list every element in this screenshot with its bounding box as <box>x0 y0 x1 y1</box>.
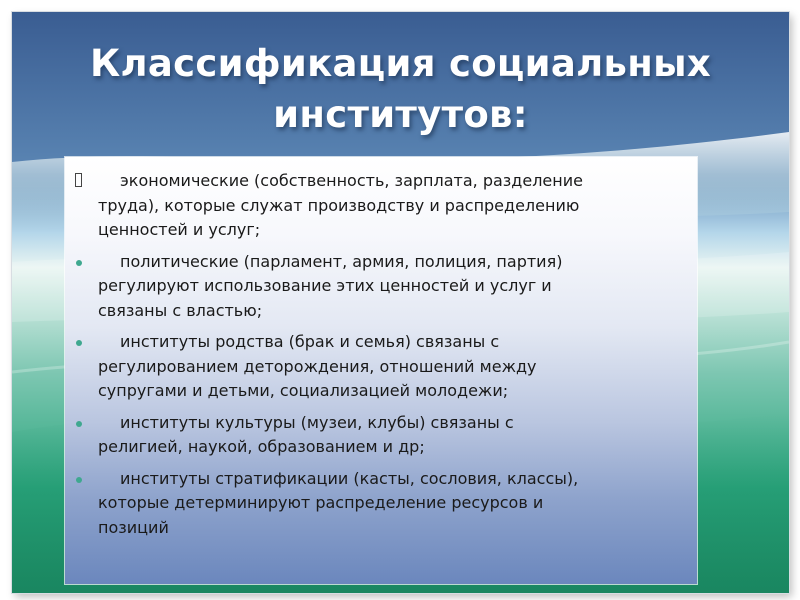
item-2-line-2: регулируют использование этих ценностей и услуг и <box>98 276 552 295</box>
list-item-political <box>98 250 679 324</box>
item-1-line-1: экономические (собственность, зарплата, разделение <box>120 171 583 190</box>
item-4-line-2: религией, наукой, образованием и др; <box>98 437 425 456</box>
list-item-culture <box>98 411 679 460</box>
item-2-line-1: политические (парламент, армия, полиция, партия) <box>120 251 563 271</box>
item-3-line-1: институты родства (брак и семья) связаны с <box>120 332 500 351</box>
list-item-kinship <box>98 330 679 404</box>
item-3-line-3: супругами и детьми, социализацией молодежи; <box>98 381 509 400</box>
item-4-line-1: институты культуры (музеи, клубы) связаны с <box>120 412 514 432</box>
bullet-icon <box>75 330 89 354</box>
item-1-line-2: труда), которые служат производству и распределению <box>98 195 580 215</box>
bullet-icon <box>75 250 89 274</box>
list-item-stratification <box>98 467 679 541</box>
item-1-line-3: ценностей и услуг; <box>98 220 261 239</box>
item-5-line-2: которые детерминируют распределение ресурсов и <box>98 493 544 512</box>
slide <box>12 12 789 593</box>
box-bullet-icon <box>75 169 89 193</box>
slide-title <box>12 38 789 140</box>
slide-title-line-1: Классификация социальных <box>89 42 712 85</box>
institution-list <box>65 157 697 540</box>
item-5-line-3: позиций <box>98 517 169 537</box>
slide-title-line-2: институтов: <box>273 93 528 136</box>
item-3-line-2: регулированием деторождения, отношений между <box>98 356 537 376</box>
list-item-economic <box>98 169 679 243</box>
bullet-icon <box>75 411 89 435</box>
bullet-icon <box>75 467 89 491</box>
item-2-line-3: связаны с властью; <box>98 300 263 320</box>
item-5-line-1: институты стратификации (касты, сословия, классы), <box>120 468 579 488</box>
content-panel <box>65 157 697 584</box>
